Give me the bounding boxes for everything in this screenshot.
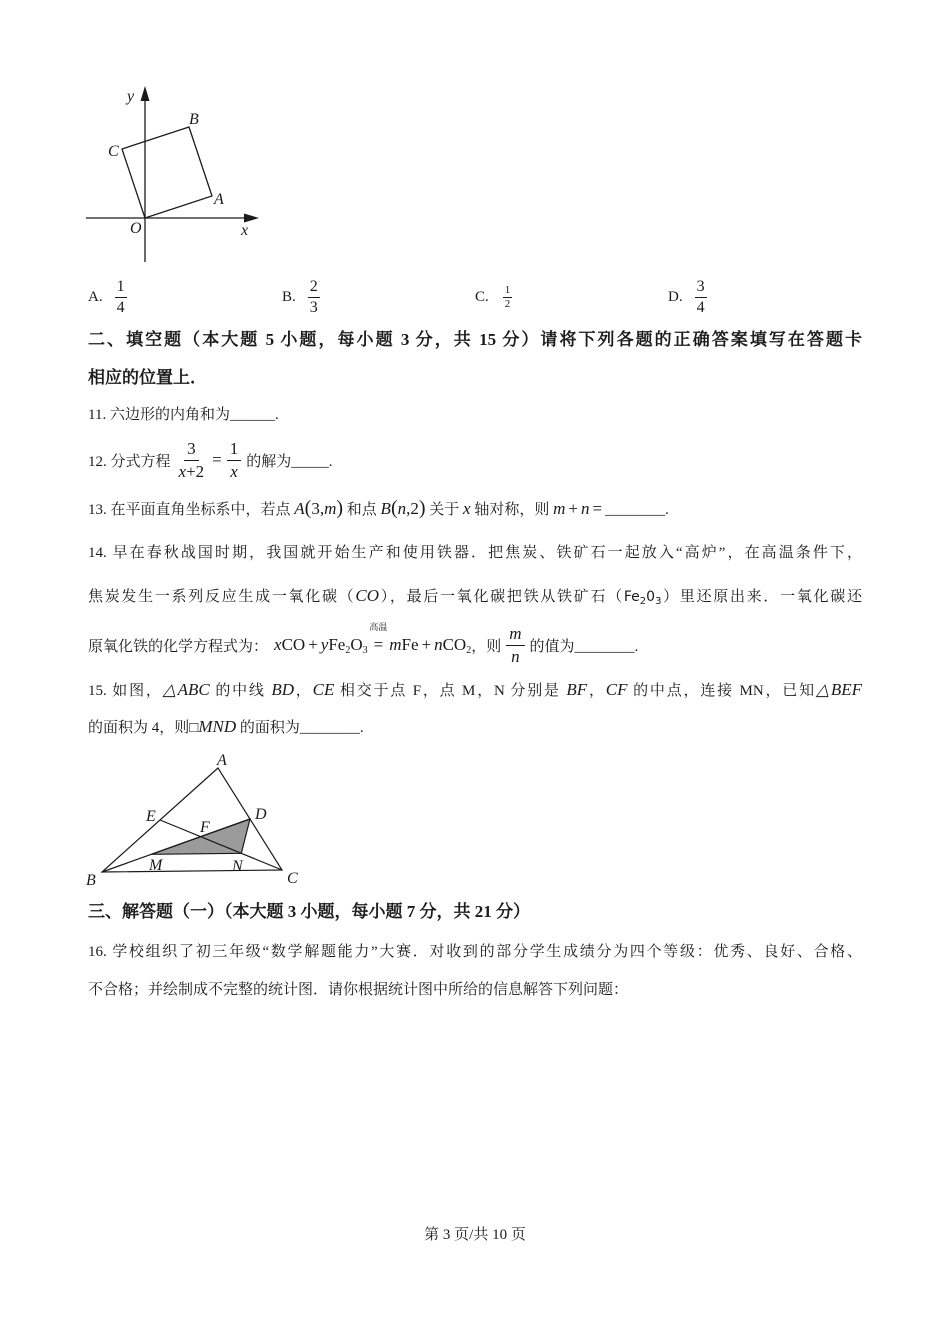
square-oabc [122,127,212,218]
q14-coef-y: y [320,635,329,654]
option-a-numerator: 1 [115,277,127,298]
q14-frac-denominator: n [511,646,520,666]
question-15-line-1 [88,678,862,702]
option-c [475,275,517,319]
q15-triangle-bef: △BEF [815,680,862,699]
q13-paren-open-b: ( [390,497,398,519]
q15-text-1: 15. 如图， [88,683,163,699]
q14-l2-fe: Fe [623,589,640,605]
tri-label-m: M [149,857,163,874]
tri-label-c: C [287,870,298,887]
q15-l2-box: □ [189,720,199,736]
q14-l2-sub-2: 2 [639,596,647,607]
q12-frac2-numerator: 1 [227,438,242,461]
q14-co: CO [281,635,306,654]
q13-paren-open: ( [304,497,312,519]
tri-label-b: B [86,872,96,889]
q14-l2-o: 0 [646,589,656,605]
q13-paren-close-b: ) [418,497,426,519]
q12-fraction-left [176,438,208,483]
option-a-letter: A. [88,288,103,305]
q14-frac-numerator: m [506,623,524,646]
section2-heading-cont: 相应的位置上． [88,368,207,387]
q15-triangle-abc: △ABC [162,680,210,699]
option-b-letter: B. [282,288,296,305]
option-c-fraction [503,284,513,311]
q12-suffix: 的解为_____. [246,453,333,470]
q12-frac1-numerator: 3 [184,438,199,461]
option-d-denominator: 4 [696,298,705,316]
q15-l2-mnd: MND [198,717,237,736]
q15-cf: CF [605,680,628,699]
triangle-figure [80,748,310,893]
tri-label-n: N [232,858,243,875]
question-12 [88,436,333,484]
q14-o: O [350,635,363,654]
q15-l2-text-2: 的面积为________. [239,720,364,736]
label-x: x [241,222,249,239]
label-c: C [108,143,119,160]
q14-fe-product: Fe [401,635,419,654]
q12-fraction-right [227,438,242,483]
option-d-fraction [695,277,707,318]
option-c-denominator: 2 [504,297,511,310]
q13-n-var: n [580,499,590,518]
label-y: y [127,88,135,105]
question-16-line-2: 不合格；并绘制成不完整的统计图．请你根据统计图中所给的信息解答下列问题： [88,982,629,998]
question-14-line-2 [88,584,862,608]
q14-fe: Fe [328,635,346,654]
y-axis-arrow [141,86,150,101]
option-d-letter: D. [668,288,683,305]
option-b-fraction [308,277,320,318]
q13-m-var: m [553,499,566,518]
section2-heading: 二、填空题（本大题 5 小题，每小题 3 分，共 15 分）请将下列各题的正确答案填写在答题卡 [88,330,862,349]
q12-equals: = [212,450,222,469]
q13-equals: = [592,499,603,518]
q13-plus: + [568,499,578,518]
q14-chemical-equation [274,622,472,656]
q14-co2: CO [442,635,467,654]
q13-text-3: 关于 [429,502,460,518]
q14-l2-text-1: 焦炭发生一系列反应生成一氧化碳（ [88,589,356,605]
tri-label-e: E [146,808,156,825]
q14-co2-sub: 2 [466,645,472,656]
q14-l2-sub-3: 3 [655,596,662,607]
q13-b-x: n [397,499,407,518]
section3-heading: 三、解答题（一）（本大题 3 小题，每小题 7 分，共 21 分） [88,902,530,921]
q15-text-4: 的中点，连接 MN，已知 [633,683,816,699]
question-16-line-1: 16. 学校组织了初三年级“数学解题能力”大赛．对收到的部分学生成绩分为四个等级：优秀、良好、合格、 [88,944,862,960]
q15-text-3: 相交于点 F，点 M，N 分别是 [339,683,561,699]
question-15-line-2 [88,715,364,740]
q13-x-var: x [463,499,471,518]
tri-label-a: A [217,752,227,769]
q14-equals: = [373,635,384,654]
q12-prefix: 12. 分式方程 [88,453,171,470]
q13-a-y: m [324,499,337,518]
coordinate-figure [80,80,270,270]
option-c-numerator: 1 [504,283,511,296]
q14-l2-formula [624,589,662,605]
q14-fraction [506,623,524,668]
q14-l3-prefix: 原氧化铁的化学方程式为： [88,638,269,655]
q15-bd: BD [271,680,294,699]
q13-point-b: B [380,499,391,518]
q14-l2-text-3: ）里还原出来．一氧化碳还 [661,589,862,605]
q12-frac1-den-rest: +2 [186,461,205,481]
q14-sub-2: 2 [345,645,351,656]
page-number: 第 3 页/共 10 页 [424,1227,526,1243]
q14-l3-mid: ，则 [471,638,502,655]
q14-plus-1: + [308,635,318,654]
q13-a-x: 3, [311,499,325,518]
q13-text-4: 轴对称，则 [474,502,550,518]
q14-coef-x: x [274,635,282,654]
label-o: O [130,220,142,237]
q15-l2-text-1: 的面积为 4，则 [88,720,190,736]
q15-bf: BF [566,680,588,699]
label-a: A [214,191,224,208]
tri-label-d: D [255,806,267,823]
option-b-numerator: 2 [308,277,320,298]
q13-text-1: 13. 在平面直角坐标系中，若点 [88,502,291,518]
q13-b-y: ,2 [406,499,419,518]
q12-frac1-denominator [176,461,208,483]
q14-l2-text-2: ），最后一氧化碳把铁从铁矿石（ [379,589,624,605]
option-a-fraction [115,277,127,318]
option-c-letter: C. [475,288,489,305]
q14-coef-n: n [434,635,443,654]
q13-point-a: A [294,499,305,518]
option-a [88,275,132,319]
q15-comma-2: ， [587,683,606,699]
q12-frac1-den-var: x [178,461,187,481]
q14-plus-2: + [421,635,432,654]
q14-reaction-arrow [369,622,388,655]
question-13 [88,496,669,522]
q14-l3-suffix: 的值为________. [529,638,639,655]
option-d [668,275,712,319]
q15-comma-1: ， [293,683,313,699]
q14-coef-m: m [389,635,402,654]
option-d-numerator: 3 [695,277,707,298]
q13-blank: ________. [605,502,669,518]
question-11: 11. 六边形的内角和为______. [88,407,279,423]
q13-paren-close: ) [336,497,344,519]
q15-ce: CE [312,680,335,699]
label-b: B [189,111,199,128]
question-14-line-1: 14. 早在春秋战国时期，我国就开始生产和使用铁器．把焦炭、铁矿石一起放入“高炉”，在高温条件下， [88,545,862,561]
option-b [282,275,325,319]
q14-l2-co: CO [355,586,379,605]
question-14-line-3 [88,621,638,669]
q14-condition: 高温 [369,622,388,632]
q15-text-2: 的中线 [215,683,266,699]
tri-label-f: F [200,819,210,836]
option-a-denominator: 4 [116,298,125,316]
q12-frac2-denominator: x [230,461,238,481]
q13-text-2: 和点 [346,502,377,518]
q14-sub-3: 3 [362,645,368,656]
option-b-denominator: 3 [309,298,318,316]
